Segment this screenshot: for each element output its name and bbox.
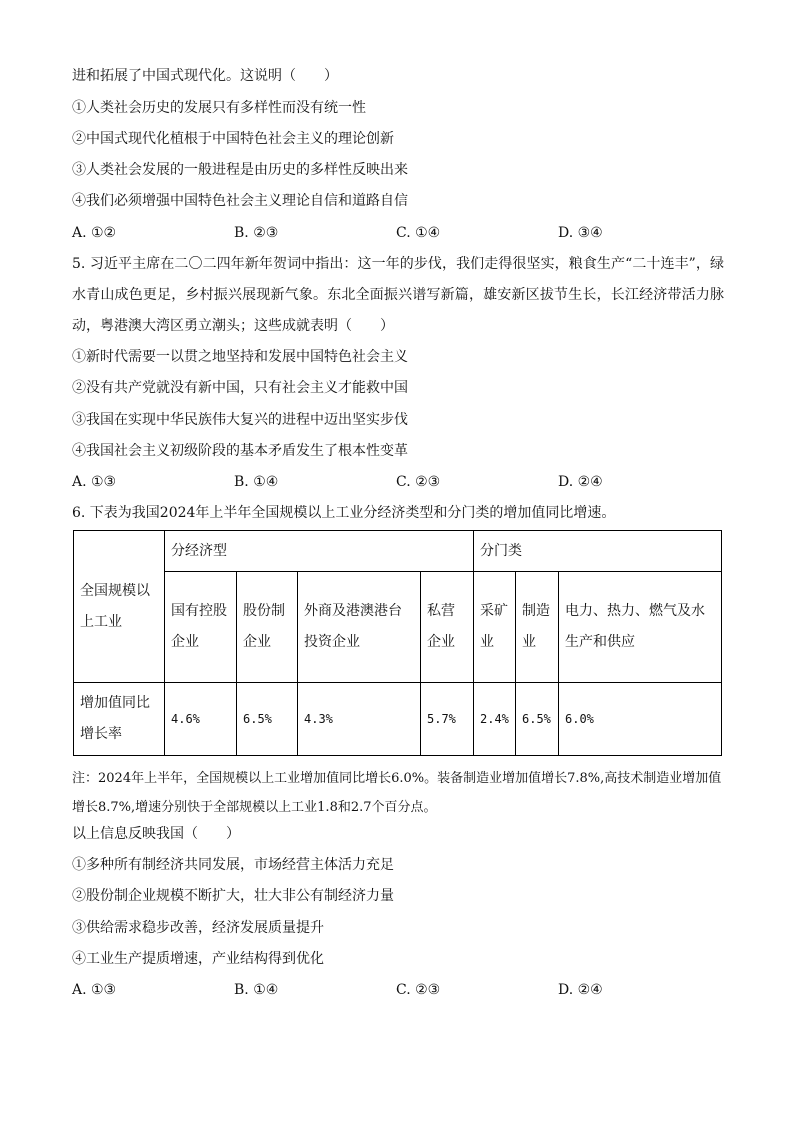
q6-question: 以上信息反映我国（ ） bbox=[72, 826, 240, 842]
table-corner-header: 全国规模以上工业 bbox=[74, 531, 165, 683]
table-header-mining: 采矿业 bbox=[474, 572, 516, 683]
table-group-economic-type: 分经济型 bbox=[165, 531, 474, 572]
q6-stem: 6. 下表为我国2024年上半年全国规模以上工业分经济类型和分门类的增加值同比增速。 bbox=[72, 505, 616, 521]
q6-note: 注：2024年上半年，全国规模以上工业增加值同比增长6.0%。装备制造业增加值增长7.8%,高技术制造业增加值增长8.7%,增速分别快于全部规模以上工业1.8和2.7个百分点。 bbox=[72, 771, 722, 815]
table-cell-mining: 2.4% bbox=[474, 683, 516, 756]
table-header-foreign-hk-macao-taiwan: 外商及港澳港台投资企业 bbox=[298, 572, 421, 683]
q6-item-2: ②股份制企业规模不断扩大，壮大非公有制经济力量 bbox=[72, 888, 394, 904]
table-cell-private: 5.7% bbox=[421, 683, 474, 756]
q4-option-d: D. ③④ bbox=[558, 225, 603, 241]
q6-item-1: ①多种所有制经济共同发展，市场经营主体活力充足 bbox=[72, 857, 394, 873]
q5-option-b: B. ①④ bbox=[234, 474, 279, 490]
q6-option-c: C. ②③ bbox=[396, 982, 441, 998]
q5-option-d: D. ②④ bbox=[558, 474, 603, 490]
q6-item-4: ④工业生产提质增速，产业结构得到优化 bbox=[72, 951, 324, 967]
q5-option-c: C. ②③ bbox=[396, 474, 441, 490]
q4-stem-tail: 进和拓展了中国式现代化。这说明（ ） bbox=[72, 68, 338, 84]
table-cell-state-holding: 4.6% bbox=[165, 683, 237, 756]
table-row-label: 增加值同比增长率 bbox=[74, 683, 165, 756]
growth-rate-table bbox=[73, 530, 722, 756]
q4-item-2: ②中国式现代化植根于中国特色社会主义的理论创新 bbox=[72, 131, 394, 147]
q4-item-1: ①人类社会历史的发展只有多样性而没有统一性 bbox=[72, 100, 366, 116]
q6-item-3: ③供给需求稳步改善，经济发展质量提升 bbox=[72, 920, 324, 936]
table-cell-manufacturing: 6.5% bbox=[516, 683, 559, 756]
q4-option-a: A. ①② bbox=[72, 225, 117, 241]
q4-option-b: B. ②③ bbox=[234, 225, 279, 241]
q5-item-4: ④我国社会主义初级阶段的基本矛盾发生了根本性变革 bbox=[72, 443, 408, 459]
table-header-joint-stock: 股份制企业 bbox=[237, 572, 298, 683]
q4-item-3: ③人类社会发展的一般进程是由历史的多样性反映出来 bbox=[72, 162, 408, 178]
q5-item-3: ③我国在实现中华民族伟大复兴的进程中迈出坚实步伐 bbox=[72, 412, 408, 428]
q4-item-4: ④我们必须增强中国特色社会主义理论自信和道路自信 bbox=[72, 193, 408, 209]
table-cell-foreign: 4.3% bbox=[298, 683, 421, 756]
table-cell-utilities: 6.0% bbox=[559, 683, 722, 756]
table-header-manufacturing: 制造业 bbox=[516, 572, 559, 683]
table-header-private: 私营企业 bbox=[421, 572, 474, 683]
q5-item-1: ①新时代需要一以贯之地坚持和发展中国特色社会主义 bbox=[72, 349, 408, 365]
q5-stem: 5. 习近平主席在二〇二四年新年贺词中指出：这一年的步伐，我们走得很坚实，粮食生产“二十连丰”，绿水青山成色更足，乡村振兴展现新气象。东北全面振兴谱写新篇，雄安新区拔节生长，长江经济带活力脉动，粤港澳大湾区勇立潮头；这些成就表明（ ） bbox=[72, 256, 724, 334]
q6-option-b: B. ①④ bbox=[234, 982, 279, 998]
table-header-state-holding: 国有控股企业 bbox=[165, 572, 237, 683]
q6-option-d: D. ②④ bbox=[558, 982, 603, 998]
q5-item-2: ②没有共产党就没有新中国，只有社会主义才能救中国 bbox=[72, 380, 408, 396]
table-header-utilities: 电力、热力、燃气及水生产和供应 bbox=[559, 572, 722, 683]
q5-option-a: A. ①③ bbox=[72, 474, 117, 490]
q6-option-a: A. ①③ bbox=[72, 982, 117, 998]
q4-option-c: C. ①④ bbox=[396, 225, 441, 241]
table-cell-joint-stock: 6.5% bbox=[237, 683, 298, 756]
table-group-sector: 分门类 bbox=[474, 531, 722, 572]
